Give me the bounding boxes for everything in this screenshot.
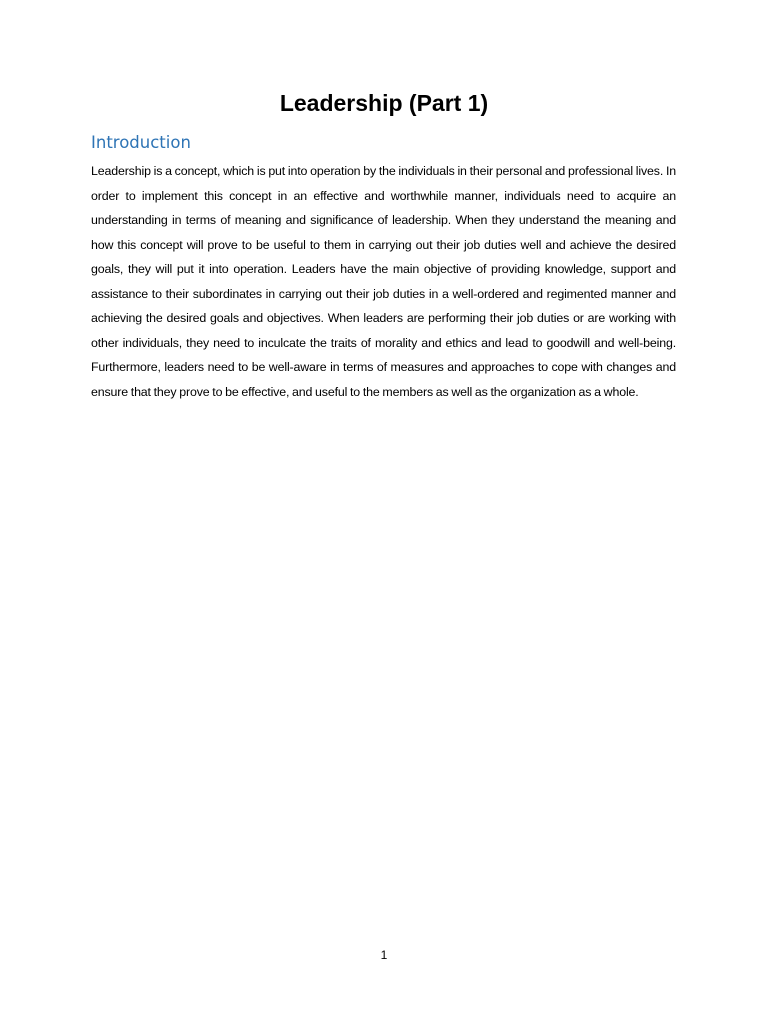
document-title: Leadership (Part 1) xyxy=(279,90,489,116)
page-number: 1 xyxy=(380,948,388,962)
introduction-paragraph: Leadership is a concept, which is put into operation by the individuals in their personal and professional lives. In order to implement this concept in an effective and worthwhile manner, individuals need to acquire an understanding in terms of meaning and significance of leadership. When they understand the meaning and how this concept will prove to be useful to them in carrying out their job duties well and achieve the desired goals, they will put it into operation. Leaders have the main objective of providing knowledge, support and assistance to their subordinates in carrying out their job duties in a well-ordered and regimented manner and achieving the desired goals and objectives. When leaders are performing their job duties or are working with other individuals, they need to inculcate the traits of morality and ethics and lead to goodwill and well-being. Furthermore, leaders need to be well-aware in terms of measures and approaches to cope with changes and ensure that they prove to be effective, and useful to the members as well as the organization as a whole. xyxy=(91,164,676,399)
section-heading-introduction: Introduction xyxy=(91,133,191,152)
